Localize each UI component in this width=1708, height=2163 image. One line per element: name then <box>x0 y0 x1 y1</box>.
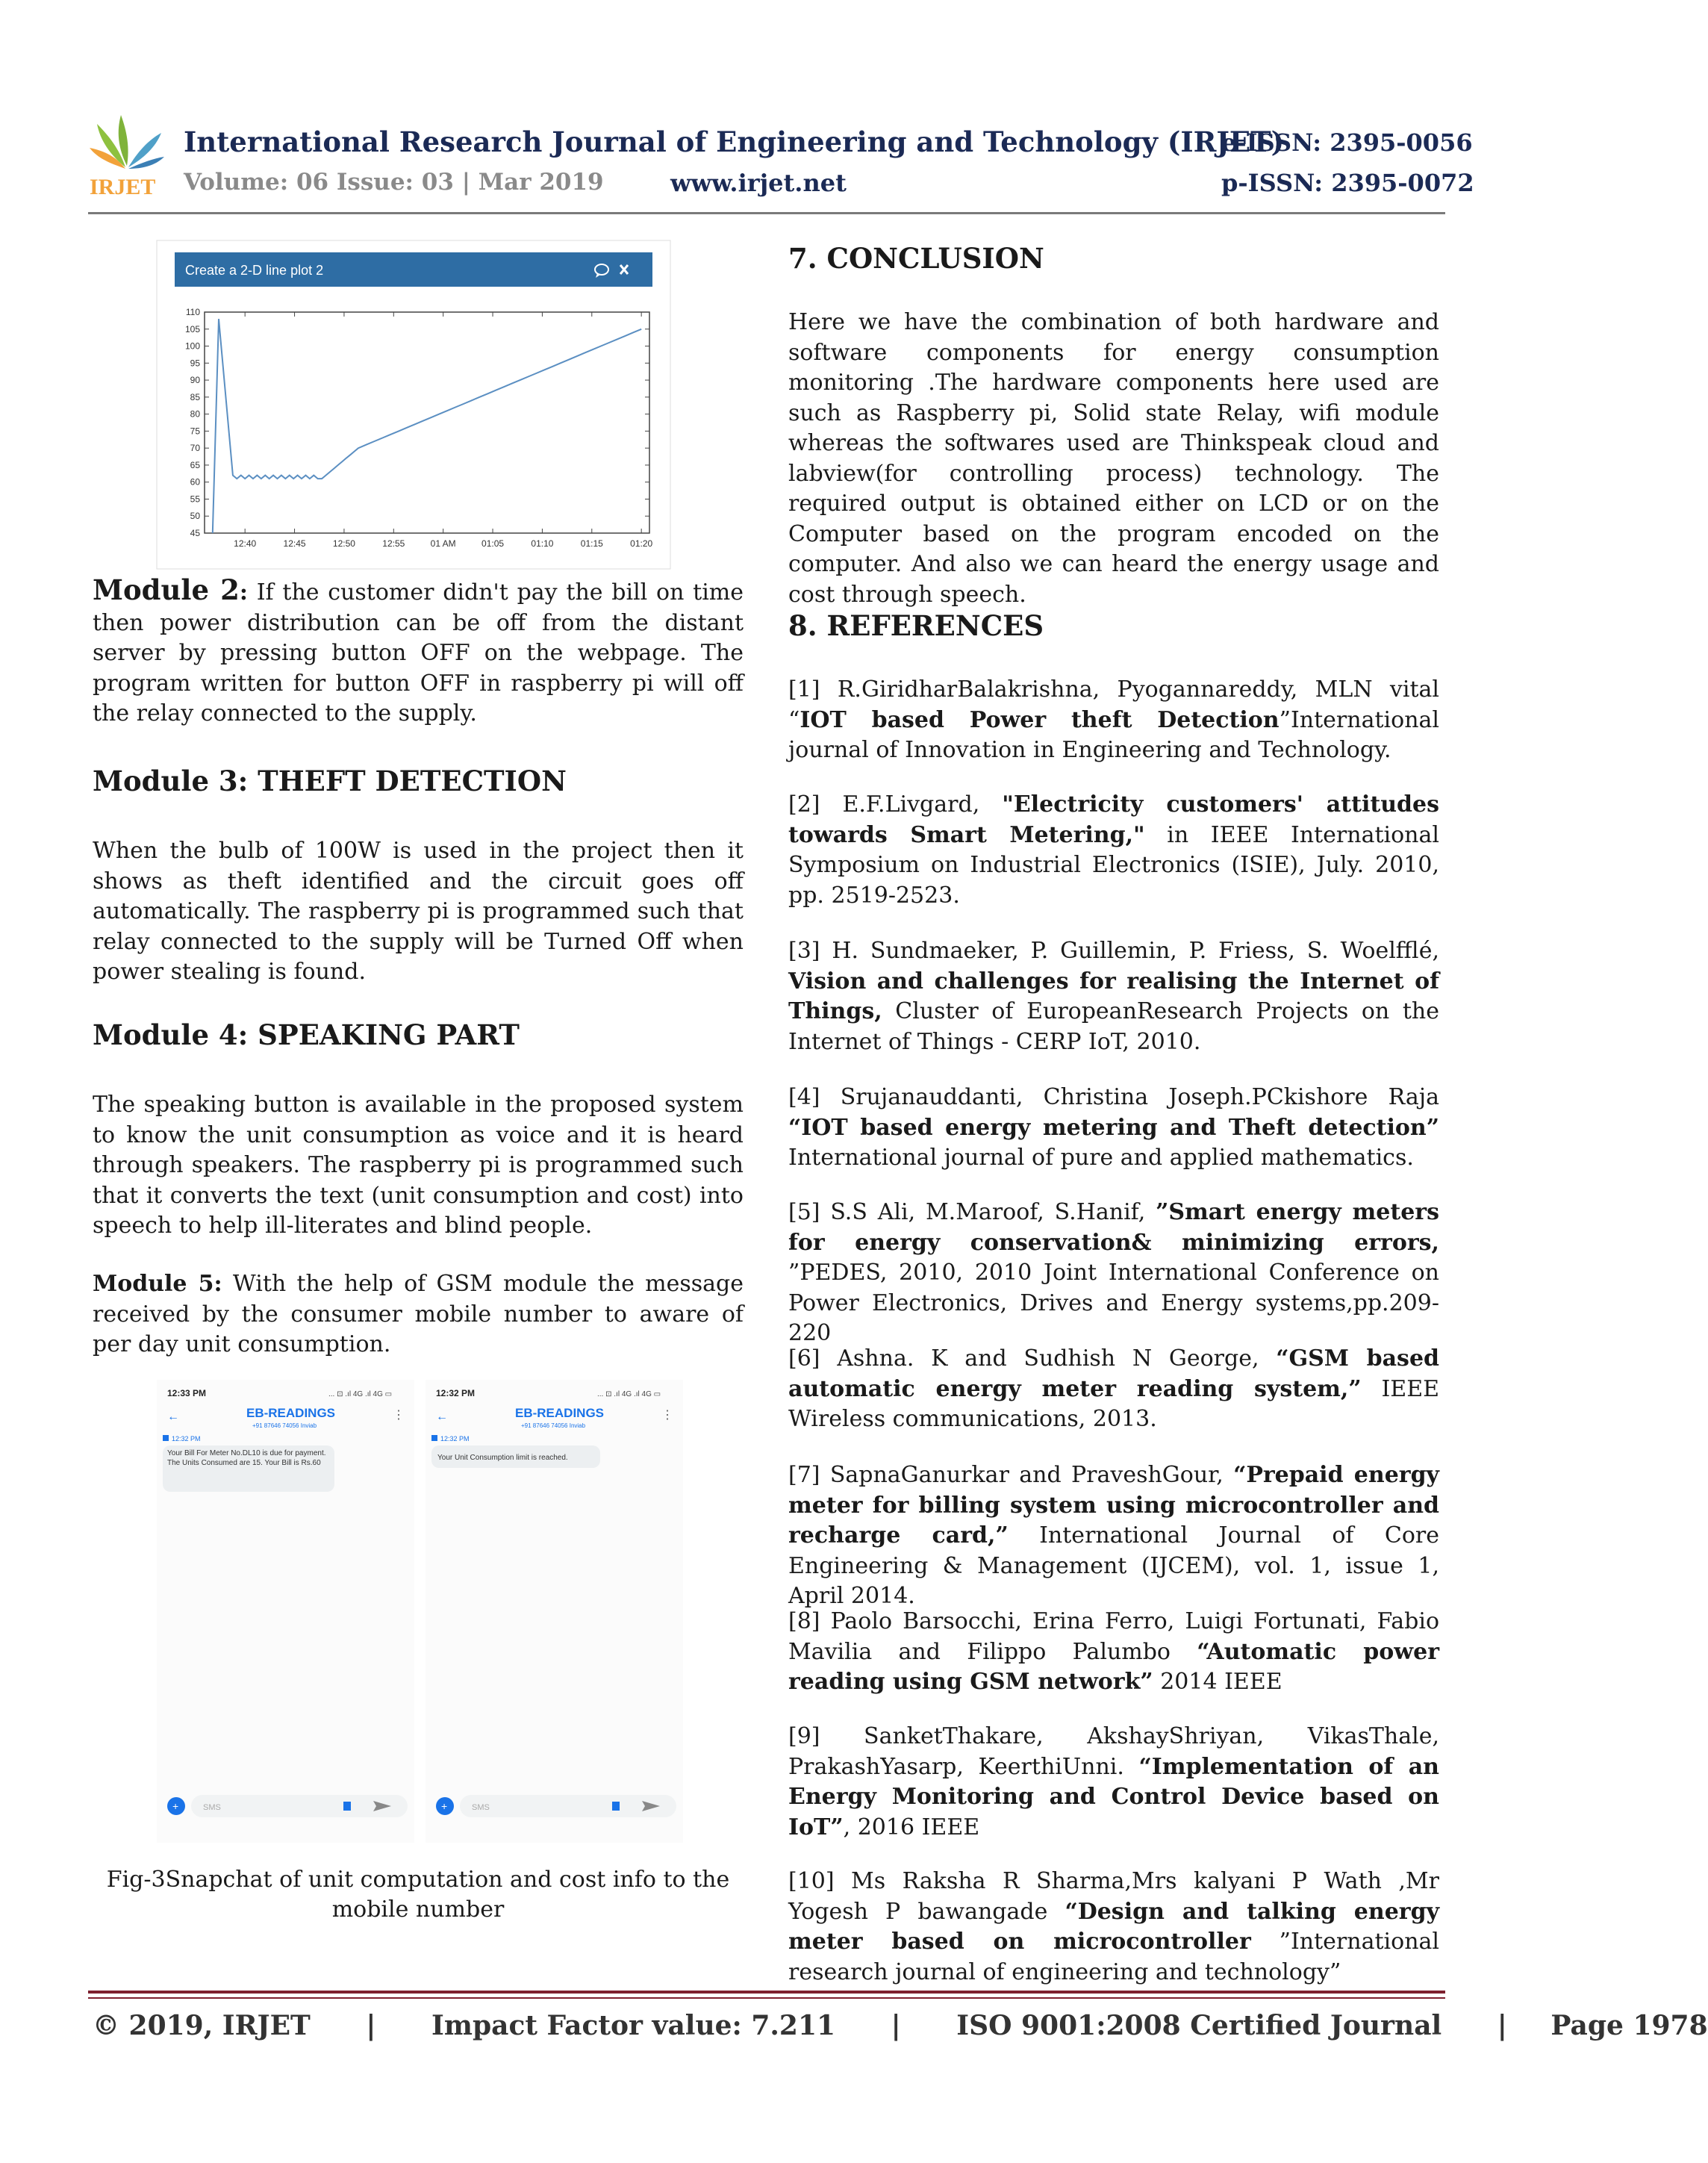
y-tick-label: 90 <box>190 375 200 386</box>
x-tick-label: 01:10 <box>531 538 554 549</box>
phone2-back-icon[interactable]: ← <box>436 1410 448 1423</box>
phone2-attach-icon[interactable] <box>612 1802 620 1811</box>
module2-paragraph <box>93 575 744 729</box>
ref-5-venue: ”PEDES, 2010, 2010 Joint International Conference on Power Electronics, Drives and Energy systems,pp.209-220 <box>788 1260 1439 1346</box>
x-tick-label: 01:20 <box>630 538 653 549</box>
module5-paragraph <box>93 1269 744 1360</box>
phone2-time: 12:32 PM <box>436 1388 476 1398</box>
ref-6-venue: IEEE Wireless communications, 2013. <box>788 1375 1439 1432</box>
module2-text: If the customer didn't pay the bill on time then power distribution can be off from the distant server by pressing button OFF on the webpage. The program written for button OFF in raspberry pi will off the relay connected to the supply. <box>93 579 744 726</box>
ref-7-venue: International Journal of Core Engineering & Management (IJCEM), vol. 1, issue 1, April 2014. <box>788 1522 1439 1609</box>
phone1-msg-time: 12:32 PM <box>172 1435 201 1442</box>
module3-text: When the bulb of 100W is used in the project then it shows as theft identified and the circuit goes off automatically. The raspberry pi is programmed such that relay connected to the supply will be Turned Off when power stealing is found. <box>93 838 744 985</box>
y-tick-label: 65 <box>190 459 200 470</box>
ref-8 <box>788 1607 1439 1698</box>
irjet-logo <box>88 111 166 199</box>
y-tick-label: 60 <box>190 476 200 488</box>
phone1-attach-icon[interactable] <box>343 1802 351 1811</box>
line-plot-svg <box>157 240 670 569</box>
ref-9 <box>788 1722 1439 1843</box>
x-tick-label: 01:15 <box>580 538 603 549</box>
phone2-menu-icon[interactable]: ⋮ <box>661 1409 673 1422</box>
ref-9-authors: [9] SanketThakare, AkshayShriyan, VikasThale, PrakashYasarp, KeerthiUnni. <box>788 1723 1439 1780</box>
phone1-sms-input[interactable] <box>191 1795 408 1817</box>
figure-line-plot <box>157 240 670 569</box>
footer-iso: ISO 9001:2008 Certified Journal <box>956 2010 1442 2041</box>
ref-2-title: "Electricity customers' attitudes towards Smart Metering," <box>788 791 1439 848</box>
phone-screenshots-svg <box>157 1380 684 1843</box>
phone2-contact-number: +91 87646 74056 Inviab <box>521 1422 586 1429</box>
phone1-time: 12:33 PM <box>167 1388 207 1398</box>
x-tick-label: 12:50 <box>332 538 355 549</box>
ref-10-venue: ”International research journal of engineering and technology” <box>788 1929 1439 1985</box>
ref-5-authors: [5] S.S Ali, M.Maroof, S.Hanif, <box>788 1199 1156 1225</box>
phone2-contact-title: EB-READINGS <box>515 1406 605 1420</box>
ref-10 <box>788 1867 1439 1988</box>
page-footer <box>93 2010 1708 2041</box>
ref-1 <box>788 675 1439 766</box>
phone2-sms-input[interactable] <box>460 1795 676 1817</box>
y-tick-label: 55 <box>190 494 200 505</box>
module5-text: With the help of GSM module the message received by the consumer mobile number to aware of per day unit consumption. <box>93 1271 744 1357</box>
footer-separator: | <box>366 2010 376 2041</box>
ref-3-authors: [3] H. Sundmaeker, P. Guillemin, P. Friess, S. Woelfflé, <box>788 938 1439 964</box>
phone-screen-2 <box>426 1380 683 1843</box>
phone2-msg-time: 12:32 PM <box>440 1435 470 1442</box>
phone1-sim-icon <box>163 1435 169 1441</box>
footer-impact-factor: Impact Factor value: 7.211 <box>431 2010 836 2041</box>
ref-4-title: “IOT based energy metering and Theft detection” <box>788 1114 1439 1141</box>
module2-colon: : <box>239 579 248 606</box>
ref-8-authors: [8] Paolo Barsocchi, Erina Ferro, Luigi Fortunati, Fabio Mavilia and Filippo Palumbo <box>788 1608 1439 1665</box>
conclusion-text: Here we have the combination of both hardware and software components for energy consumption monitoring .The hardware components here used are such as Raspberry pi, Solid state Relay, wifi module whereas the softwares used are Thinkspeak cloud and labview(for controlling process) technology. The required output is obtained either on LCD or on the Computer based on the program encoded on the computer. And also we can heard the energy usage and cost through speech. <box>788 309 1439 608</box>
ref-7 <box>788 1460 1439 1612</box>
y-tick-label: 110 <box>185 307 200 317</box>
footer-rule-thin <box>88 1997 1445 1999</box>
phone2-sim-icon <box>431 1435 437 1441</box>
y-tick-label: 95 <box>190 358 200 369</box>
p-issn: p-ISSN: 2395-0072 <box>1221 169 1474 197</box>
ref-3 <box>788 936 1439 1057</box>
footer-separator: | <box>1497 2010 1507 2041</box>
phone2-sms-placeholder: SMS <box>472 1803 490 1812</box>
y-tick-label: 100 <box>184 340 200 352</box>
module3-title: Module 3: THEFT DETECTION <box>93 765 567 797</box>
x-tick-label: 12:45 <box>283 538 306 549</box>
ref-8-title: “Automatic power reading using GSM network” <box>788 1638 1439 1695</box>
fig3-caption-line2: mobile number <box>331 1896 505 1923</box>
figure3-caption <box>93 1865 744 1925</box>
ref-4 <box>788 1083 1439 1174</box>
ref-4-venue: International journal of pure and applied mathematics. <box>788 1145 1414 1171</box>
phone1-back-icon[interactable]: ← <box>167 1410 179 1423</box>
ref-6-title: “GSM based automatic energy meter reading system,” <box>788 1345 1440 1402</box>
y-tick-label: 70 <box>190 443 200 454</box>
plot-frame <box>205 312 649 533</box>
ref-10-title: “Design and talking energy meter based on microcontroller <box>788 1898 1439 1955</box>
ref-2 <box>788 790 1439 911</box>
plot-window-title: Create a 2-D line plot 2 <box>185 263 324 278</box>
ref-9-venue: , 2016 IEEE <box>843 1814 980 1840</box>
ref-10-authors: [10] Ms Raksha R Sharma,Mrs kalyani P Wath ,Mr Yogesh P bawangade <box>788 1868 1439 1925</box>
svg-text:+: + <box>172 1800 179 1812</box>
x-tick-label: 12:55 <box>382 538 405 549</box>
ref-3-venue: Cluster of EuropeanResearch Projects on the Internet of Things - CERP IoT, 2010. <box>788 998 1439 1055</box>
footer-separator: | <box>891 2010 901 2041</box>
phone1-sms-placeholder: SMS <box>203 1803 221 1812</box>
y-tick-label: 45 <box>190 528 200 538</box>
phone1-contact-title: EB-READINGS <box>246 1406 336 1420</box>
ref-5-title: ”Smart energy meters for energy conservation& minimizing errors, <box>788 1199 1439 1256</box>
phone1-menu-icon[interactable]: ⋮ <box>393 1409 405 1422</box>
x-tick-label: 12:40 <box>234 538 257 549</box>
y-tick-label: 50 <box>190 511 200 522</box>
ref-4-authors: [4] Srujanauddanti, Christina Joseph.PCkishore Raja <box>788 1084 1439 1110</box>
y-tick-label: 75 <box>190 426 200 437</box>
module2-heading: Module 2 <box>93 573 240 606</box>
references-title: 8. REFERENCES <box>788 609 1044 642</box>
ref-7-title: “Prepaid energy meter for billing system using microcontroller and recharge card,” <box>788 1462 1439 1549</box>
module4-text: The speaking button is available in the proposed system to know the unit consumption as voice and it is heard through speakers. The raspberry pi is programmed such that it converts the text (unit consumption and cost) into speech to help ill-literates and blind people. <box>93 1092 744 1239</box>
logo-text: IRJET <box>90 175 156 199</box>
footer-page-number: Page 1978 <box>1550 2010 1708 2041</box>
module4-title: Module 4: SPEAKING PART <box>93 1018 520 1051</box>
ref-7-authors: [7] SapnaGanurkar and PraveshGour, <box>788 1462 1234 1488</box>
volume-issue: Volume: 06 Issue: 03 | Mar 2019 <box>184 169 604 196</box>
ref-1-venue: ”International journal of Innovation in Engineering and Technology. <box>788 706 1439 763</box>
e-issn: e-ISSN: 2395-0056 <box>1221 128 1473 157</box>
x-tick-label: 01 AM <box>430 538 456 549</box>
footer-rule <box>88 1991 1445 1994</box>
ref-5 <box>788 1198 1439 1349</box>
y-tick-label: 105 <box>184 323 200 334</box>
ref-9-title: “Implementation of an Energy Monitoring and Control Device based on IoT” <box>788 1753 1439 1840</box>
ref-1-authors: [1] R.GiridharBalakrishna, Pyogannareddy, MLN vital “ <box>788 676 1439 733</box>
ref-6-authors: [6] Ashna. K and Sudhish N George, <box>788 1345 1277 1372</box>
ref-6 <box>788 1344 1439 1435</box>
figure-phone-screenshots <box>157 1380 684 1843</box>
x-tick-label: 01:05 <box>481 538 505 549</box>
y-tick-label: 85 <box>190 391 200 402</box>
fig3-caption-line1: Fig-3Snapchat of unit computation and cost info to the <box>106 1867 730 1893</box>
ref-1-title: IOT based Power theft Detection <box>800 706 1280 733</box>
module5-heading: Module 5: <box>93 1271 222 1297</box>
ref-2-authors: [2] E.F.Livgard, <box>788 791 1003 818</box>
svg-text:+: + <box>441 1800 448 1812</box>
phone-screen-1 <box>157 1380 414 1843</box>
phone2-status: ... ⊡ .ıl 4G .ıl 4G ▭ <box>597 1390 661 1398</box>
footer-copyright: © 2019, IRJET <box>93 2010 311 2041</box>
phone1-contact-number: +91 87646 74056 Inviab <box>252 1422 317 1429</box>
ref-3-title: Vision and challenges for realising the Internet of Things, <box>788 968 1439 1024</box>
y-tick-label: 80 <box>190 408 200 420</box>
phone2-message: Your Unit Consumption limit is reached. <box>437 1454 568 1462</box>
header-rule <box>88 212 1445 214</box>
phone1-status: ... ⊡ .ıl 4G .ıl 4G ▭ <box>328 1390 393 1398</box>
phone1-message: Your Bill For Meter No.DL10 is due for payment. The Units Consumed are 15. Your Bill is Rs.60 <box>167 1449 326 1467</box>
conclusion-title: 7. CONCLUSION <box>788 242 1044 275</box>
ref-2-venue: in IEEE International Symposium on Industrial Electronics (ISIE), July. 2010, pp. 2519-2523. <box>788 821 1439 909</box>
ref-8-venue: 2014 IEEE <box>1153 1669 1282 1695</box>
journal-website[interactable]: www.irjet.net <box>670 169 847 197</box>
journal-title: International Research Journal of Engineering and Technology (IRJET) <box>184 125 1285 158</box>
